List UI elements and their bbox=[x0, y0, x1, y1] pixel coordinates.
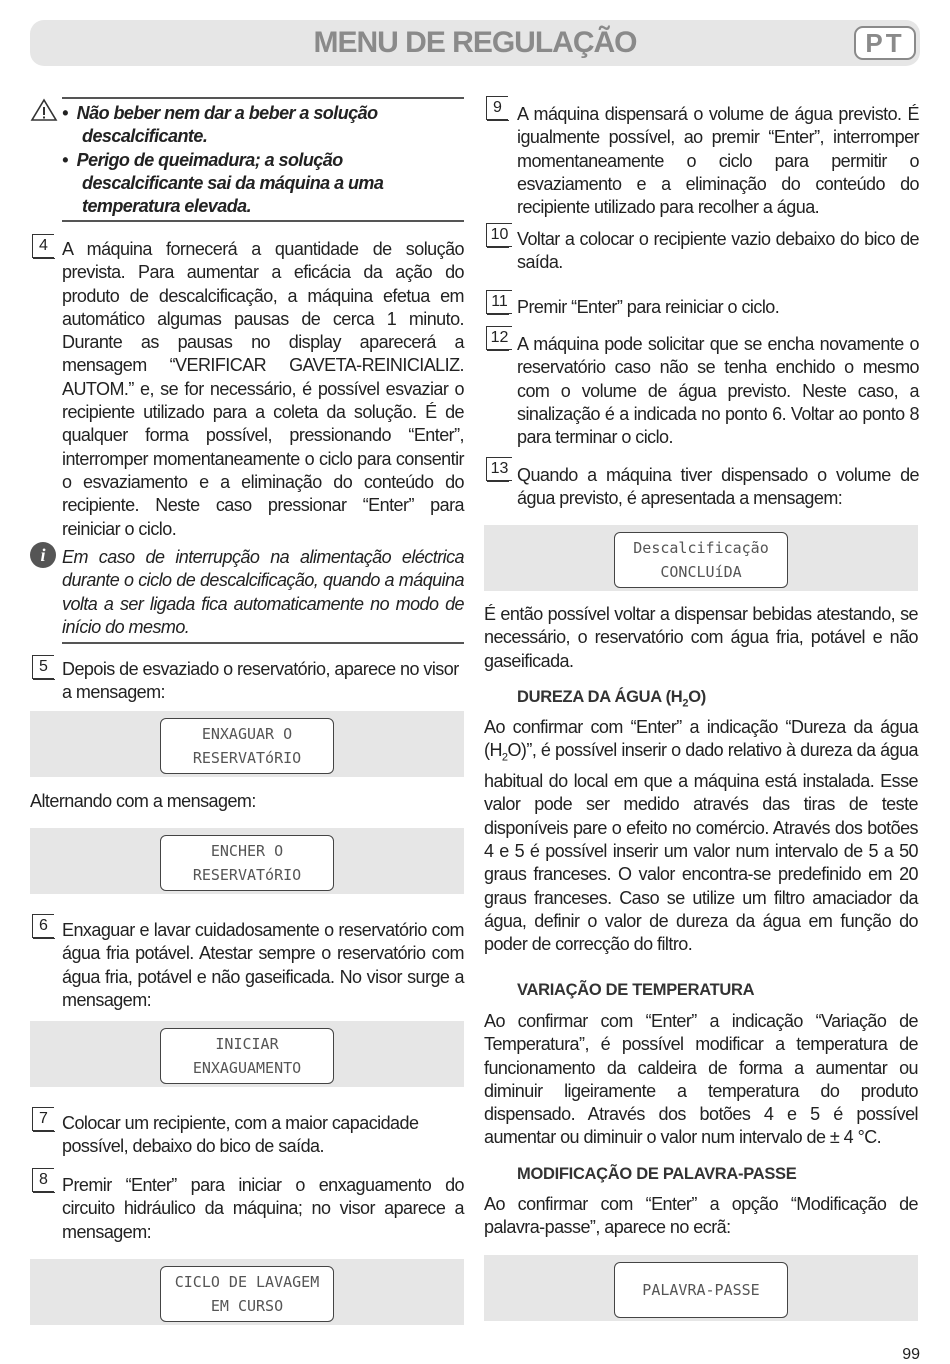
display-screen bbox=[160, 835, 334, 891]
step-number: 6 bbox=[32, 914, 54, 938]
display-line: Descalcificação bbox=[633, 539, 769, 557]
language-badge: PT bbox=[854, 26, 916, 60]
page-header bbox=[30, 20, 920, 66]
display-screen bbox=[160, 1028, 334, 1084]
display-panel bbox=[484, 1255, 918, 1321]
display-line: PALAVRA-PASSE bbox=[642, 1281, 760, 1299]
section-heading-palavra-passe: MODIFICAÇÃO DE PALAVRA-PASSE bbox=[517, 1165, 797, 1183]
display-line: ENXAGUAMENTO bbox=[192, 1059, 302, 1077]
step-number: 4 bbox=[32, 234, 54, 258]
step-number: 12 bbox=[486, 326, 512, 350]
display-line: RESERVATóRIO bbox=[192, 866, 302, 884]
display-panel bbox=[30, 828, 464, 894]
display-line: INICIAR bbox=[215, 1035, 279, 1053]
step-text: Enxaguar e lavar cuidadosamente o reservatório com água fria potável. Atestar sempre o reservatório com água fria, potável e não gaseificada. No visor surge a mensagem: bbox=[62, 920, 464, 1010]
step-text: Premir “Enter” para reiniciar o ciclo. bbox=[517, 297, 780, 317]
step-text: Colocar um recipiente, com a maior capacidade possível, debaixo do bico de saída. bbox=[62, 1113, 419, 1157]
step-text: Premir “Enter” para iniciar o enxaguamento do circuito hidráulico da máquina; no visor aparece a mensagem: bbox=[62, 1175, 464, 1242]
display-panel bbox=[30, 711, 464, 777]
divider bbox=[62, 642, 464, 644]
paragraph: Alternando com a mensagem: bbox=[30, 791, 256, 811]
warning-block: • Não beber nem dar a beber a solução descalcificante. • Perigo de queimadura; a solução descalcificante sai da máquina a uma temperatura elevada. bbox=[62, 103, 384, 217]
warning-item: Perigo de queimadura; a solução descalcificante sai da máquina a uma temperatura elevada. bbox=[76, 149, 384, 217]
display-panel bbox=[30, 1021, 464, 1087]
step-number: 5 bbox=[32, 655, 54, 679]
warning-item: Não beber nem dar a beber a solução descalcificante. bbox=[76, 103, 378, 147]
divider bbox=[62, 220, 464, 222]
step-text: A máquina dispensará o volume de água previsto. É igualmente possível, ao premir “Enter”, interromper momentaneamente o ciclo para permitir o esvaziamento e a eliminação do conteúdo do recipiente utilizado para recolher a água. bbox=[517, 104, 919, 218]
display-screen bbox=[160, 1266, 334, 1322]
step-number: 8 bbox=[32, 1168, 54, 1192]
step-text: A máquina pode solicitar que se encha novamente o reservatório caso não se tenha enchido o mesmo com o volume de água previsto. Neste caso, a sinalização é a indicada no ponto 6. Voltar ao ponto 8 para terminar o ciclo. bbox=[517, 334, 919, 448]
display-line: RESERVATóRIO bbox=[192, 749, 302, 767]
display-line: ENCHER O bbox=[210, 842, 284, 860]
display-panel bbox=[484, 525, 918, 591]
display-screen bbox=[160, 718, 334, 774]
step-number: 10 bbox=[486, 223, 512, 247]
display-screen bbox=[614, 532, 788, 588]
paragraph: Ao confirmar com “Enter” a indicação “Dureza da água $(H_2O)$”, é possível inserir o dado relativo à dureza da água habitual do local em que a máquina está instalada. Esse valor pode ser medido através das tiras de teste disponíveis pare o efeito no comércio. Através dos botões 4 e 5 é possível inserir um valor num intervalo de 5 a 50 graus franceses. O valor encontra-se predefinido em 20 graus franceses. Caso se utilize um filtro amaciador da água, definir o valor de dureza da água em função do poder de correcção do filtro. bbox=[484, 717, 918, 955]
display-line: CICLO DE LAVAGEM bbox=[174, 1273, 320, 1291]
step-number: 7 bbox=[32, 1107, 54, 1131]
paragraph: Ao confirmar com “Enter” a indicação “Variação de Temperatura”, é possível modificar a temperatura de funcionamento da caldeira de forma a aumentar ou diminuir ligeiramente a temperatura do produto dispensado. Através dos botões 4 e 5 é possível aumentar ou diminuir o valor num intervalo de ± 4 °C. bbox=[484, 1011, 918, 1148]
display-line: CONCLUíDA bbox=[660, 563, 742, 581]
info-note: Em caso de interrupção na alimentação eléctrica durante o ciclo de descalcificação, quando a máquina volta a ser ligada fica automaticamente no modo de início do mesmo. bbox=[62, 547, 464, 637]
page-title: MENU DE REGULAÇÃO bbox=[313, 26, 637, 59]
step-text: A máquina fornecerá a quantidade de solução prevista. Para aumentar a eficácia da ação do produto de descalcificação, a máquina efetua em automático algumas pausas de cerca 1 minuto. Durante as pausas no display aparecerá a mensagem “VERIFICAR GAVETA-REINICIALIZ. AUTOM.” e, se for necessário, é possível esvaziar o recipiente utilizado para a coleta da solução. É de qualquer forma possível, pressionando “Enter”, interromper momentaneamente o ciclo para consentir o esvaziamento e a eliminação do conteúdo do recipiente. Neste caso pressionar “Enter” para reiniciar o ciclo. bbox=[62, 239, 464, 539]
step-number: 9 bbox=[486, 96, 508, 120]
step-text: Quando a máquina tiver dispensado o volume de água previsto, é apresentada a mensagem: bbox=[517, 465, 919, 509]
warning-icon bbox=[30, 98, 58, 127]
step-text: Voltar a colocar o recipiente vazio debaixo do bico de saída. bbox=[517, 229, 919, 273]
info-icon: i bbox=[30, 542, 56, 568]
display-screen bbox=[614, 1262, 788, 1318]
step-text: Depois de esvaziado o reservatório, aparece no visor a mensagem: bbox=[62, 659, 459, 703]
display-line: EM CURSO bbox=[210, 1297, 284, 1315]
display-line: ENXAGUAR O bbox=[201, 725, 293, 743]
display-panel bbox=[30, 1259, 464, 1325]
section-heading-temperatura: VARIAÇÃO DE TEMPERATURA bbox=[517, 981, 755, 999]
divider bbox=[62, 97, 464, 99]
page-number: 99 bbox=[902, 1346, 920, 1363]
paragraph: É então possível voltar a dispensar bebidas atestando, se necessário, o reservatório com água fria, potável e não gaseificada. bbox=[484, 604, 918, 671]
step-number: 13 bbox=[486, 457, 512, 481]
paragraph: Ao confirmar com “Enter” a opção “Modificação de palavra-passe”, aparece no ecrã: bbox=[484, 1194, 918, 1238]
step-number: 11 bbox=[486, 290, 512, 314]
section-heading-dureza: DUREZA DA ÁGUA $(H_2O)$ bbox=[517, 688, 706, 710]
